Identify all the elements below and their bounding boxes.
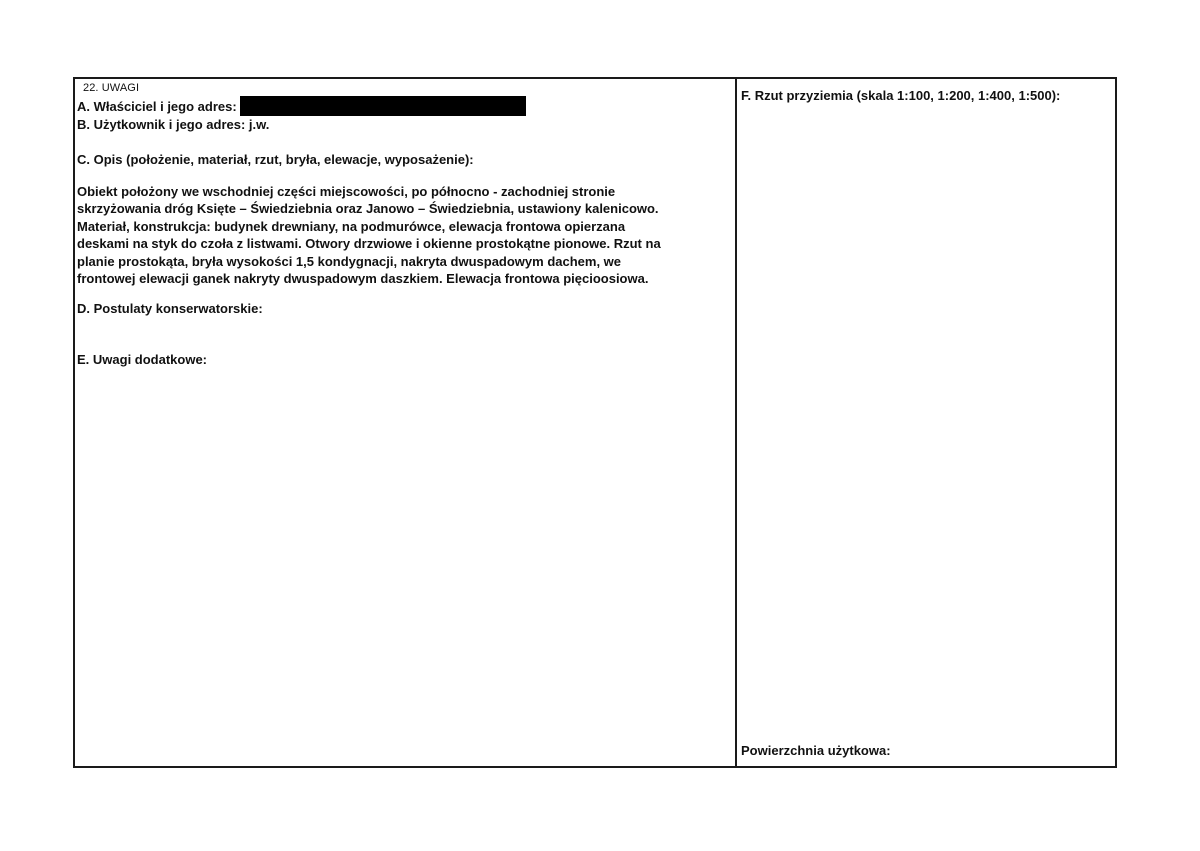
usable-area-label: Powierzchnia użytkowa: xyxy=(741,743,891,758)
description-line: deskami na styk do czoła z listwami. Otwory drzwiowe i okienne prostokątne pionowe. Rzut na xyxy=(77,236,661,252)
form-frame xyxy=(73,77,1117,768)
ground-plan-heading: F. Rzut przyziemia (skala 1:100, 1:200, 1:400, 1:500): xyxy=(741,88,1061,103)
description-heading: C. Opis (położenie, materiał, rzut, bryła, elewacje, wyposażenie): xyxy=(77,152,474,167)
conservation-heading: D. Postulaty konserwatorskie: xyxy=(77,301,263,316)
user-label: B. Użytkownik i jego adres: j.w. xyxy=(77,117,270,132)
owner-label: A. Właściciel i jego adres: xyxy=(77,99,237,114)
description-line: frontowej elewacji ganek nakryty dwuspadowym daszkiem. Elewacja frontowa pięcioosiowa. xyxy=(77,271,649,287)
section-number-label: 22. UWAGI xyxy=(83,82,140,94)
notes-heading: E. Uwagi dodatkowe: xyxy=(77,352,208,367)
description-line: Obiekt położony we wschodniej części miejscowości, po północno - zachodniej stronie xyxy=(77,184,616,199)
description-text xyxy=(77,183,727,287)
description-line: Materiał, konstrukcja: budynek drewniany, na podmurówce, elewacja frontowa opierzana xyxy=(77,218,626,234)
remarks-column xyxy=(75,79,733,766)
owner-address-redaction xyxy=(240,96,526,116)
owner-row xyxy=(77,96,526,116)
description-line: skrzyżowania dróg Księte – Świedziebnia oraz Janowo – Świedziebnia, ustawiony kalenicowo. xyxy=(77,201,659,217)
description-line: planie prostokąta, bryła wysokości 1,5 kondygnacji, nakryta dwuspadowym dachem, we xyxy=(77,253,622,269)
ground-plan-column xyxy=(737,79,1115,766)
